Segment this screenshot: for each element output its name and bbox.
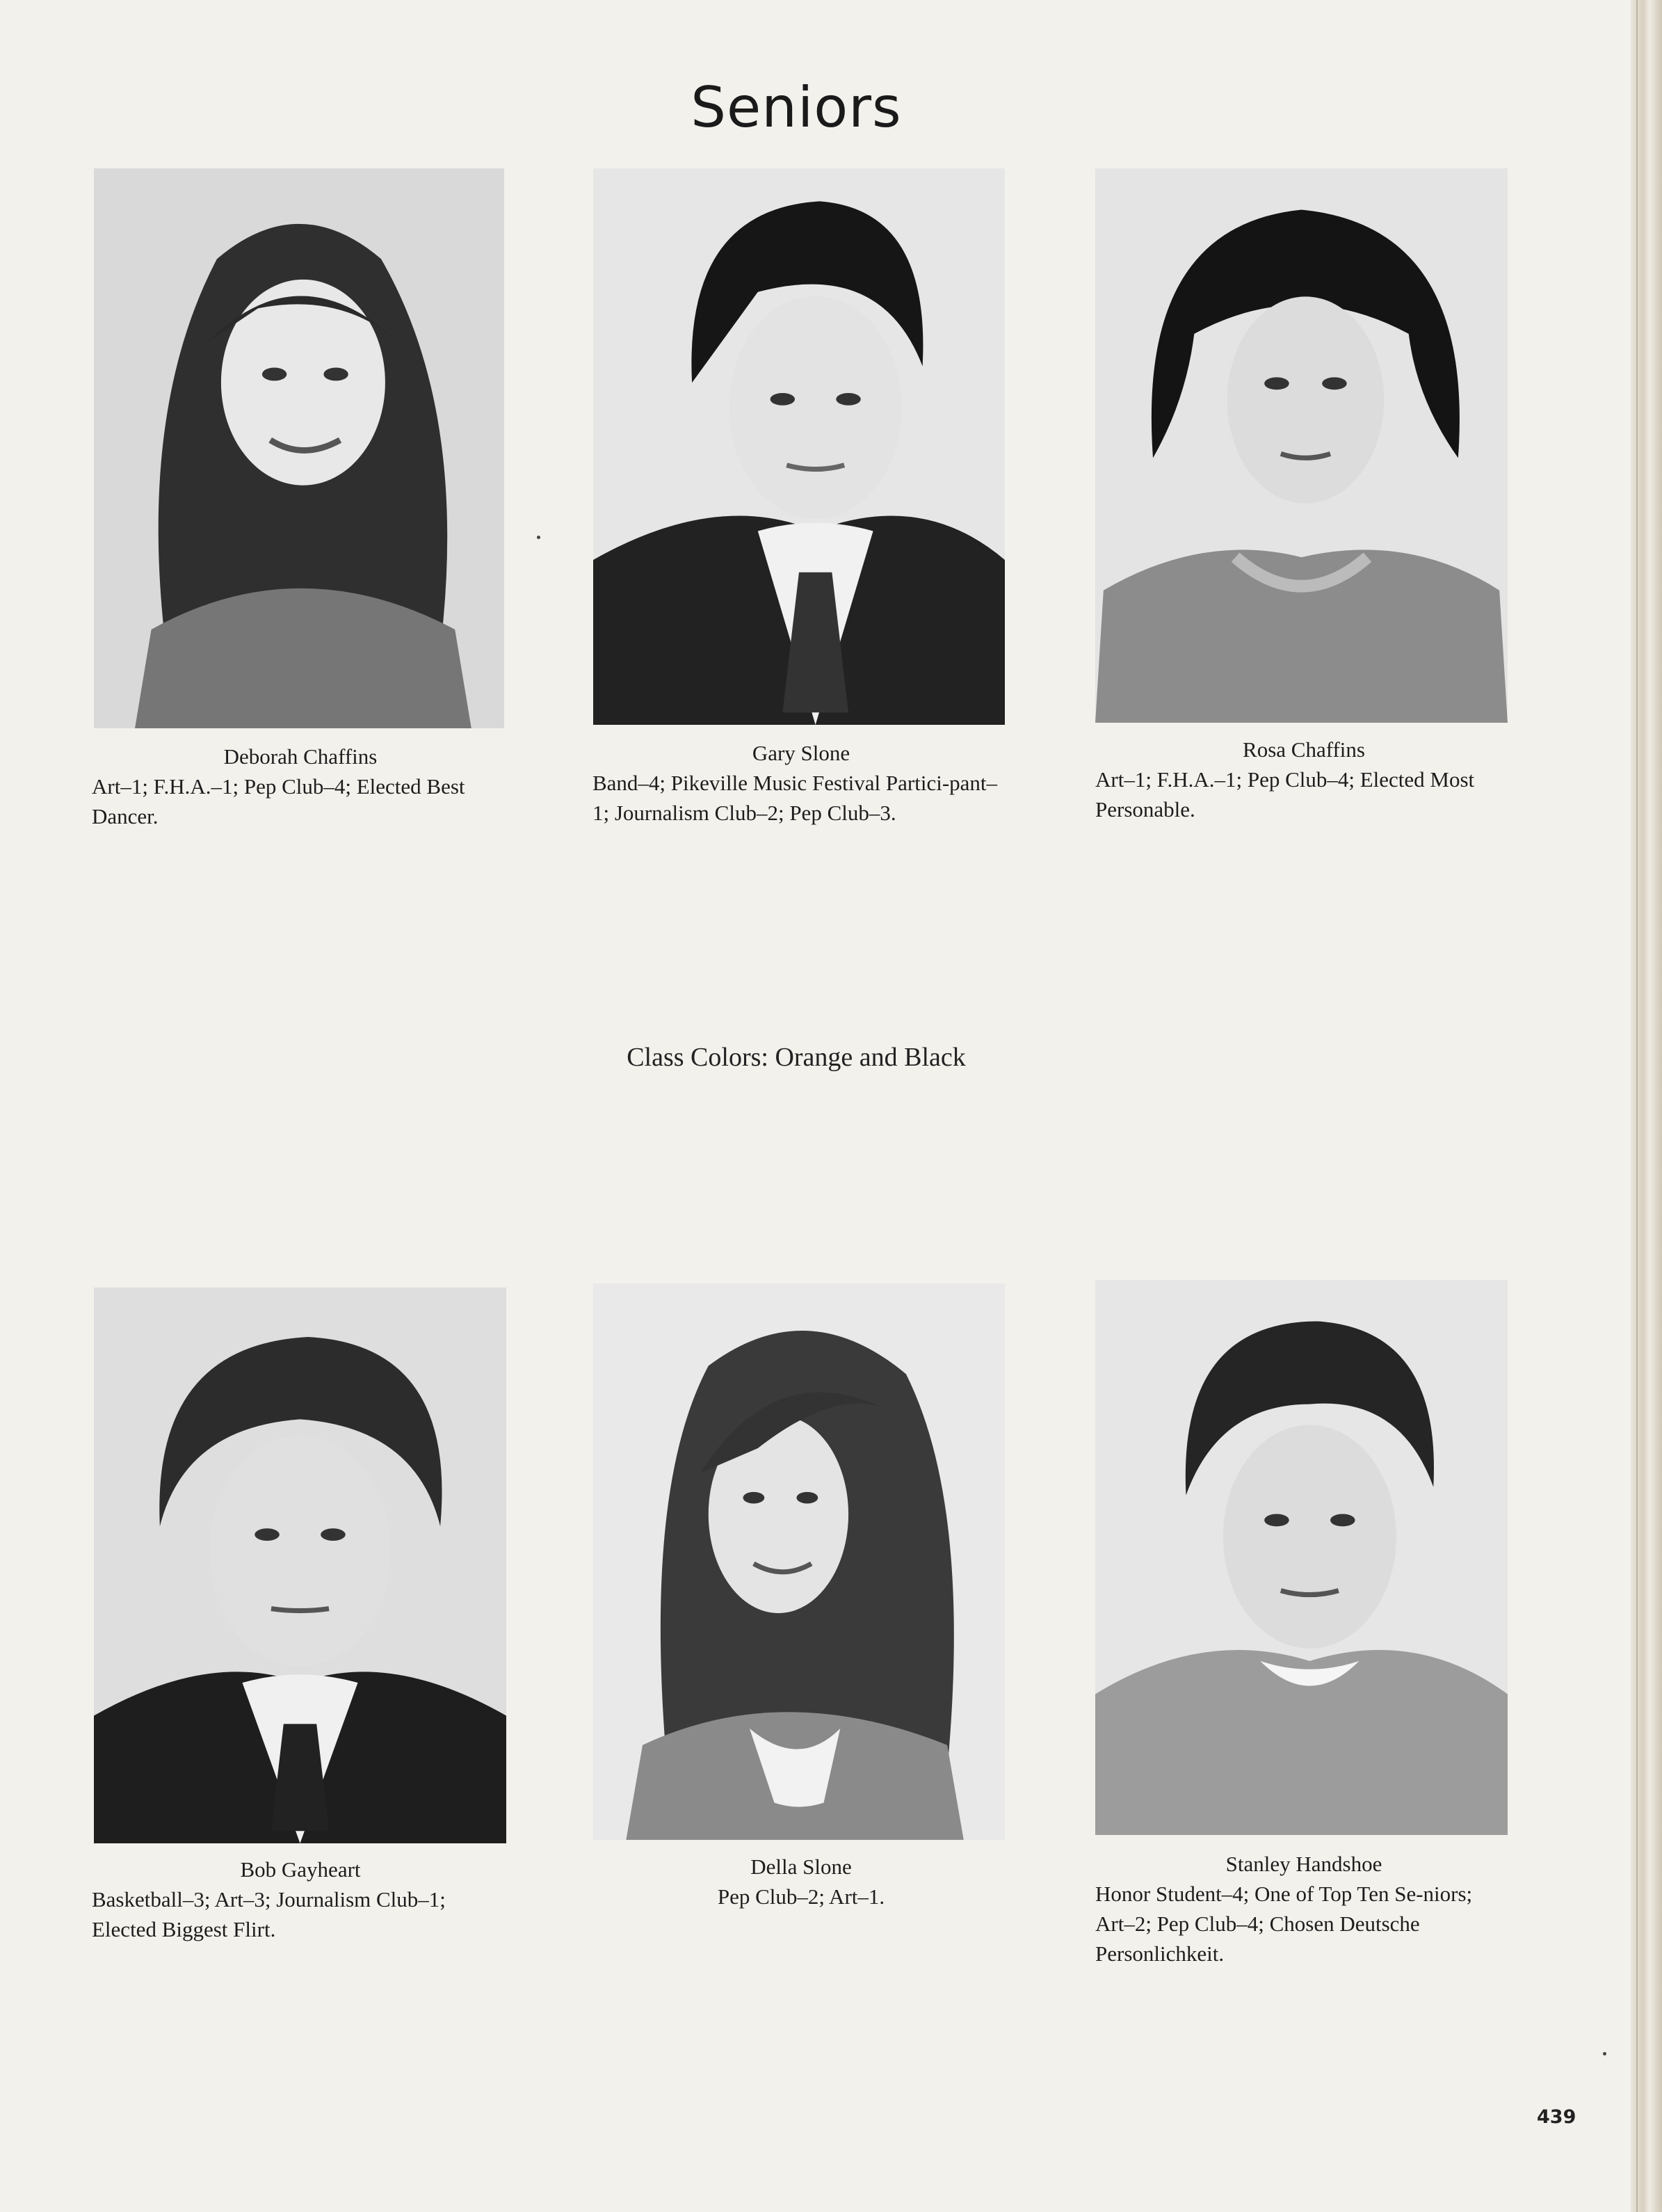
print-speck <box>1603 2052 1606 2055</box>
caption-della-slone <box>592 1852 1010 1912</box>
page-number: 439 <box>1537 2106 1576 2128</box>
caption-stanley-handshoe <box>1095 1849 1512 1969</box>
senior-activities: Art–1; F.H.A.–1; Pep Club–4; Elected Most Personable. <box>1095 767 1475 822</box>
caption-gary-slone <box>592 738 1010 828</box>
portrait-photo-deborah-chaffins <box>94 168 504 728</box>
portrait-photo-della-slone <box>593 1283 1005 1840</box>
portrait-photo-rosa-chaffins <box>1095 168 1508 723</box>
senior-activities: Pep Club–2; Art–1. <box>717 1884 885 1909</box>
senior-name: Bob Gayheart <box>240 1857 361 1882</box>
portrait-photo-gary-slone <box>593 168 1005 725</box>
senior-name: Gary Slone <box>752 741 850 765</box>
caption-deborah-chaffins <box>92 742 509 831</box>
senior-name: Della Slone <box>750 1854 852 1879</box>
page-title: Seniors <box>691 75 902 140</box>
senior-name: Deborah Chaffins <box>223 744 378 769</box>
senior-activities: Basketball–3; Art–3; Journalism Club–1; Elected Biggest Flirt. <box>92 1887 446 1941</box>
senior-name: Rosa Chaffins <box>1243 737 1365 762</box>
page-edge <box>1631 0 1662 2212</box>
portrait-photo-stanley-handshoe <box>1095 1280 1508 1835</box>
print-speck <box>537 536 540 539</box>
caption-bob-gayheart <box>92 1854 509 1944</box>
senior-activities: Art–1; F.H.A.–1; Pep Club–4; Elected Best Dancer. <box>92 774 465 828</box>
caption-rosa-chaffins <box>1095 735 1512 824</box>
senior-activities: Honor Student–4; One of Top Ten Se-niors; Art–2; Pep Club–4; Chosen Deutsche Personlichkeit. <box>1095 1882 1473 1966</box>
senior-name: Stanley Handshoe <box>1225 1852 1382 1876</box>
portrait-photo-bob-gayheart <box>94 1288 506 1843</box>
senior-activities: Band–4; Pikeville Music Festival Partici-pant–1; Journalism Club–2; Pep Club–3. <box>592 771 998 825</box>
class-colors: Class Colors: Orange and Black <box>627 1043 966 1072</box>
